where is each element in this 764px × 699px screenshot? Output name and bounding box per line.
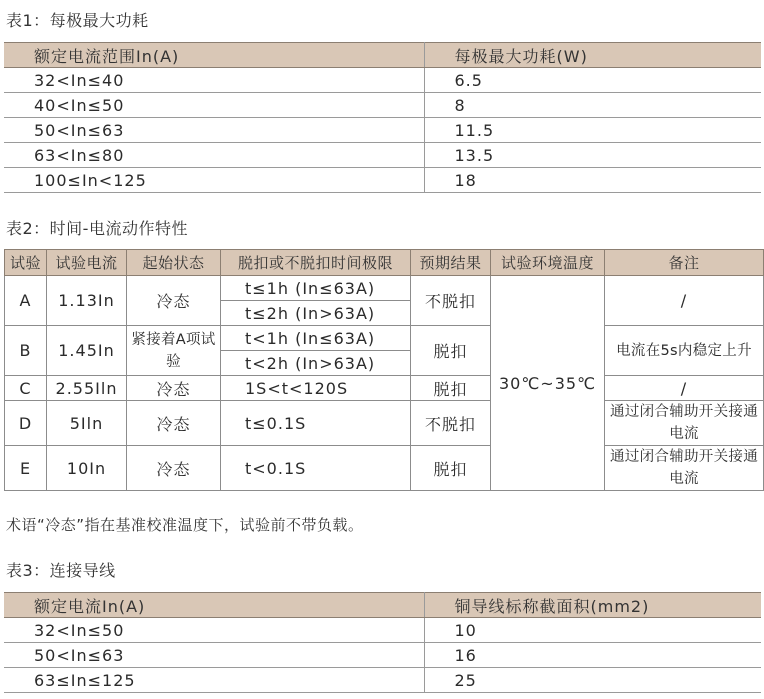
column-header: 铜导线标称截面积(mm2) [424, 593, 761, 618]
table-cell: 100≤In<125 [4, 168, 424, 193]
table3-caption: 表3：连接导线 [6, 561, 116, 580]
time-limit-cell: t<1h (In≤63A) [221, 326, 411, 351]
result-cell: 不脱扣 [411, 401, 491, 446]
test-id-cell: D [5, 401, 47, 446]
column-header: 起始状态 [127, 250, 221, 276]
time-current-table [4, 249, 764, 491]
result-cell: 脱扣 [411, 326, 491, 376]
table-row [4, 643, 761, 668]
note-cell: 电流在5s内稳定上升 [605, 326, 764, 376]
result-cell: 不脱扣 [411, 276, 491, 326]
time-limit-cell: t<0.1S [221, 446, 411, 491]
current-cell: 1.13In [47, 276, 127, 326]
test-id-cell: A [5, 276, 47, 326]
note-cell: / [605, 276, 764, 326]
time-limit-cell: t≤2h (In>63A) [221, 301, 411, 326]
current-cell: 1.45In [47, 326, 127, 376]
table-header-row [5, 250, 764, 276]
note-cell: / [605, 376, 764, 401]
wire-size-table [4, 592, 761, 693]
time-limit-cell: t≤0.1S [221, 401, 411, 446]
table-cell: 32<In≤40 [4, 68, 424, 93]
table-row [4, 668, 761, 693]
result-cell: 脱扣 [411, 446, 491, 491]
column-header: 备注 [605, 250, 764, 276]
time-limit-cell: t<2h (In>63A) [221, 351, 411, 376]
table-row [4, 68, 761, 93]
column-header: 脱扣或不脱扣时间极限 [221, 250, 411, 276]
table-cell: 6.5 [424, 68, 761, 93]
ambient-temperature-cell: 30℃~35℃ [491, 276, 605, 491]
column-header: 额定电流范围In(A) [4, 43, 424, 68]
current-cell: 5Iln [47, 401, 127, 446]
table-cell: 8 [424, 93, 761, 118]
state-cell: 冷态 [127, 376, 221, 401]
table-row [4, 143, 761, 168]
table-cell: 18 [424, 168, 761, 193]
table2-caption: 表2：时间-电流动作特性 [6, 219, 188, 238]
table-row [4, 618, 761, 643]
time-limit-cell: 1S<t<120S [221, 376, 411, 401]
note-cell: 通过闭合辅助开关接通电流 [605, 446, 764, 491]
table-cell: 16 [424, 643, 761, 668]
table-row [4, 118, 761, 143]
table1-caption: 表1：每极最大功耗 [6, 11, 149, 30]
table-cell: 50<In≤63 [4, 643, 424, 668]
table-cell: 32<In≤50 [4, 618, 424, 643]
time-limit-cell: t≤1h (In≤63A) [221, 276, 411, 301]
table-cell: 63<In≤80 [4, 143, 424, 168]
state-cell: 冷态 [127, 401, 221, 446]
current-cell: 2.55Iln [47, 376, 127, 401]
table-row [4, 93, 761, 118]
column-header: 试验环境温度 [491, 250, 605, 276]
state-cell: 紧接着A项试验 [127, 326, 221, 376]
term-note: 术语“冷态”指在基准校准温度下，试验前不带负载。 [6, 516, 364, 534]
test-id-cell: E [5, 446, 47, 491]
current-cell: 10In [47, 446, 127, 491]
table-cell: 10 [424, 618, 761, 643]
result-cell: 脱扣 [411, 376, 491, 401]
state-cell: 冷态 [127, 276, 221, 326]
table-cell: 50<In≤63 [4, 118, 424, 143]
table-cell: 63≤In≤125 [4, 668, 424, 693]
column-header: 试验电流 [47, 250, 127, 276]
column-header: 额定电流In(A) [4, 593, 424, 618]
table-row [5, 326, 764, 351]
column-header: 每极最大功耗(W) [424, 43, 761, 68]
test-id-cell: B [5, 326, 47, 376]
table-header-row [4, 593, 761, 618]
table-cell: 40<In≤50 [4, 93, 424, 118]
test-id-cell: C [5, 376, 47, 401]
note-cell: 通过闭合辅助开关接通电流 [605, 401, 764, 446]
table-row [5, 276, 764, 301]
power-loss-table [4, 42, 761, 193]
table-cell: 25 [424, 668, 761, 693]
column-header: 预期结果 [411, 250, 491, 276]
state-cell: 冷态 [127, 446, 221, 491]
table-row [5, 376, 764, 401]
column-header: 试验 [5, 250, 47, 276]
table-cell: 13.5 [424, 143, 761, 168]
table-cell: 11.5 [424, 118, 761, 143]
table-row [4, 168, 761, 193]
table-header-row [4, 43, 761, 68]
